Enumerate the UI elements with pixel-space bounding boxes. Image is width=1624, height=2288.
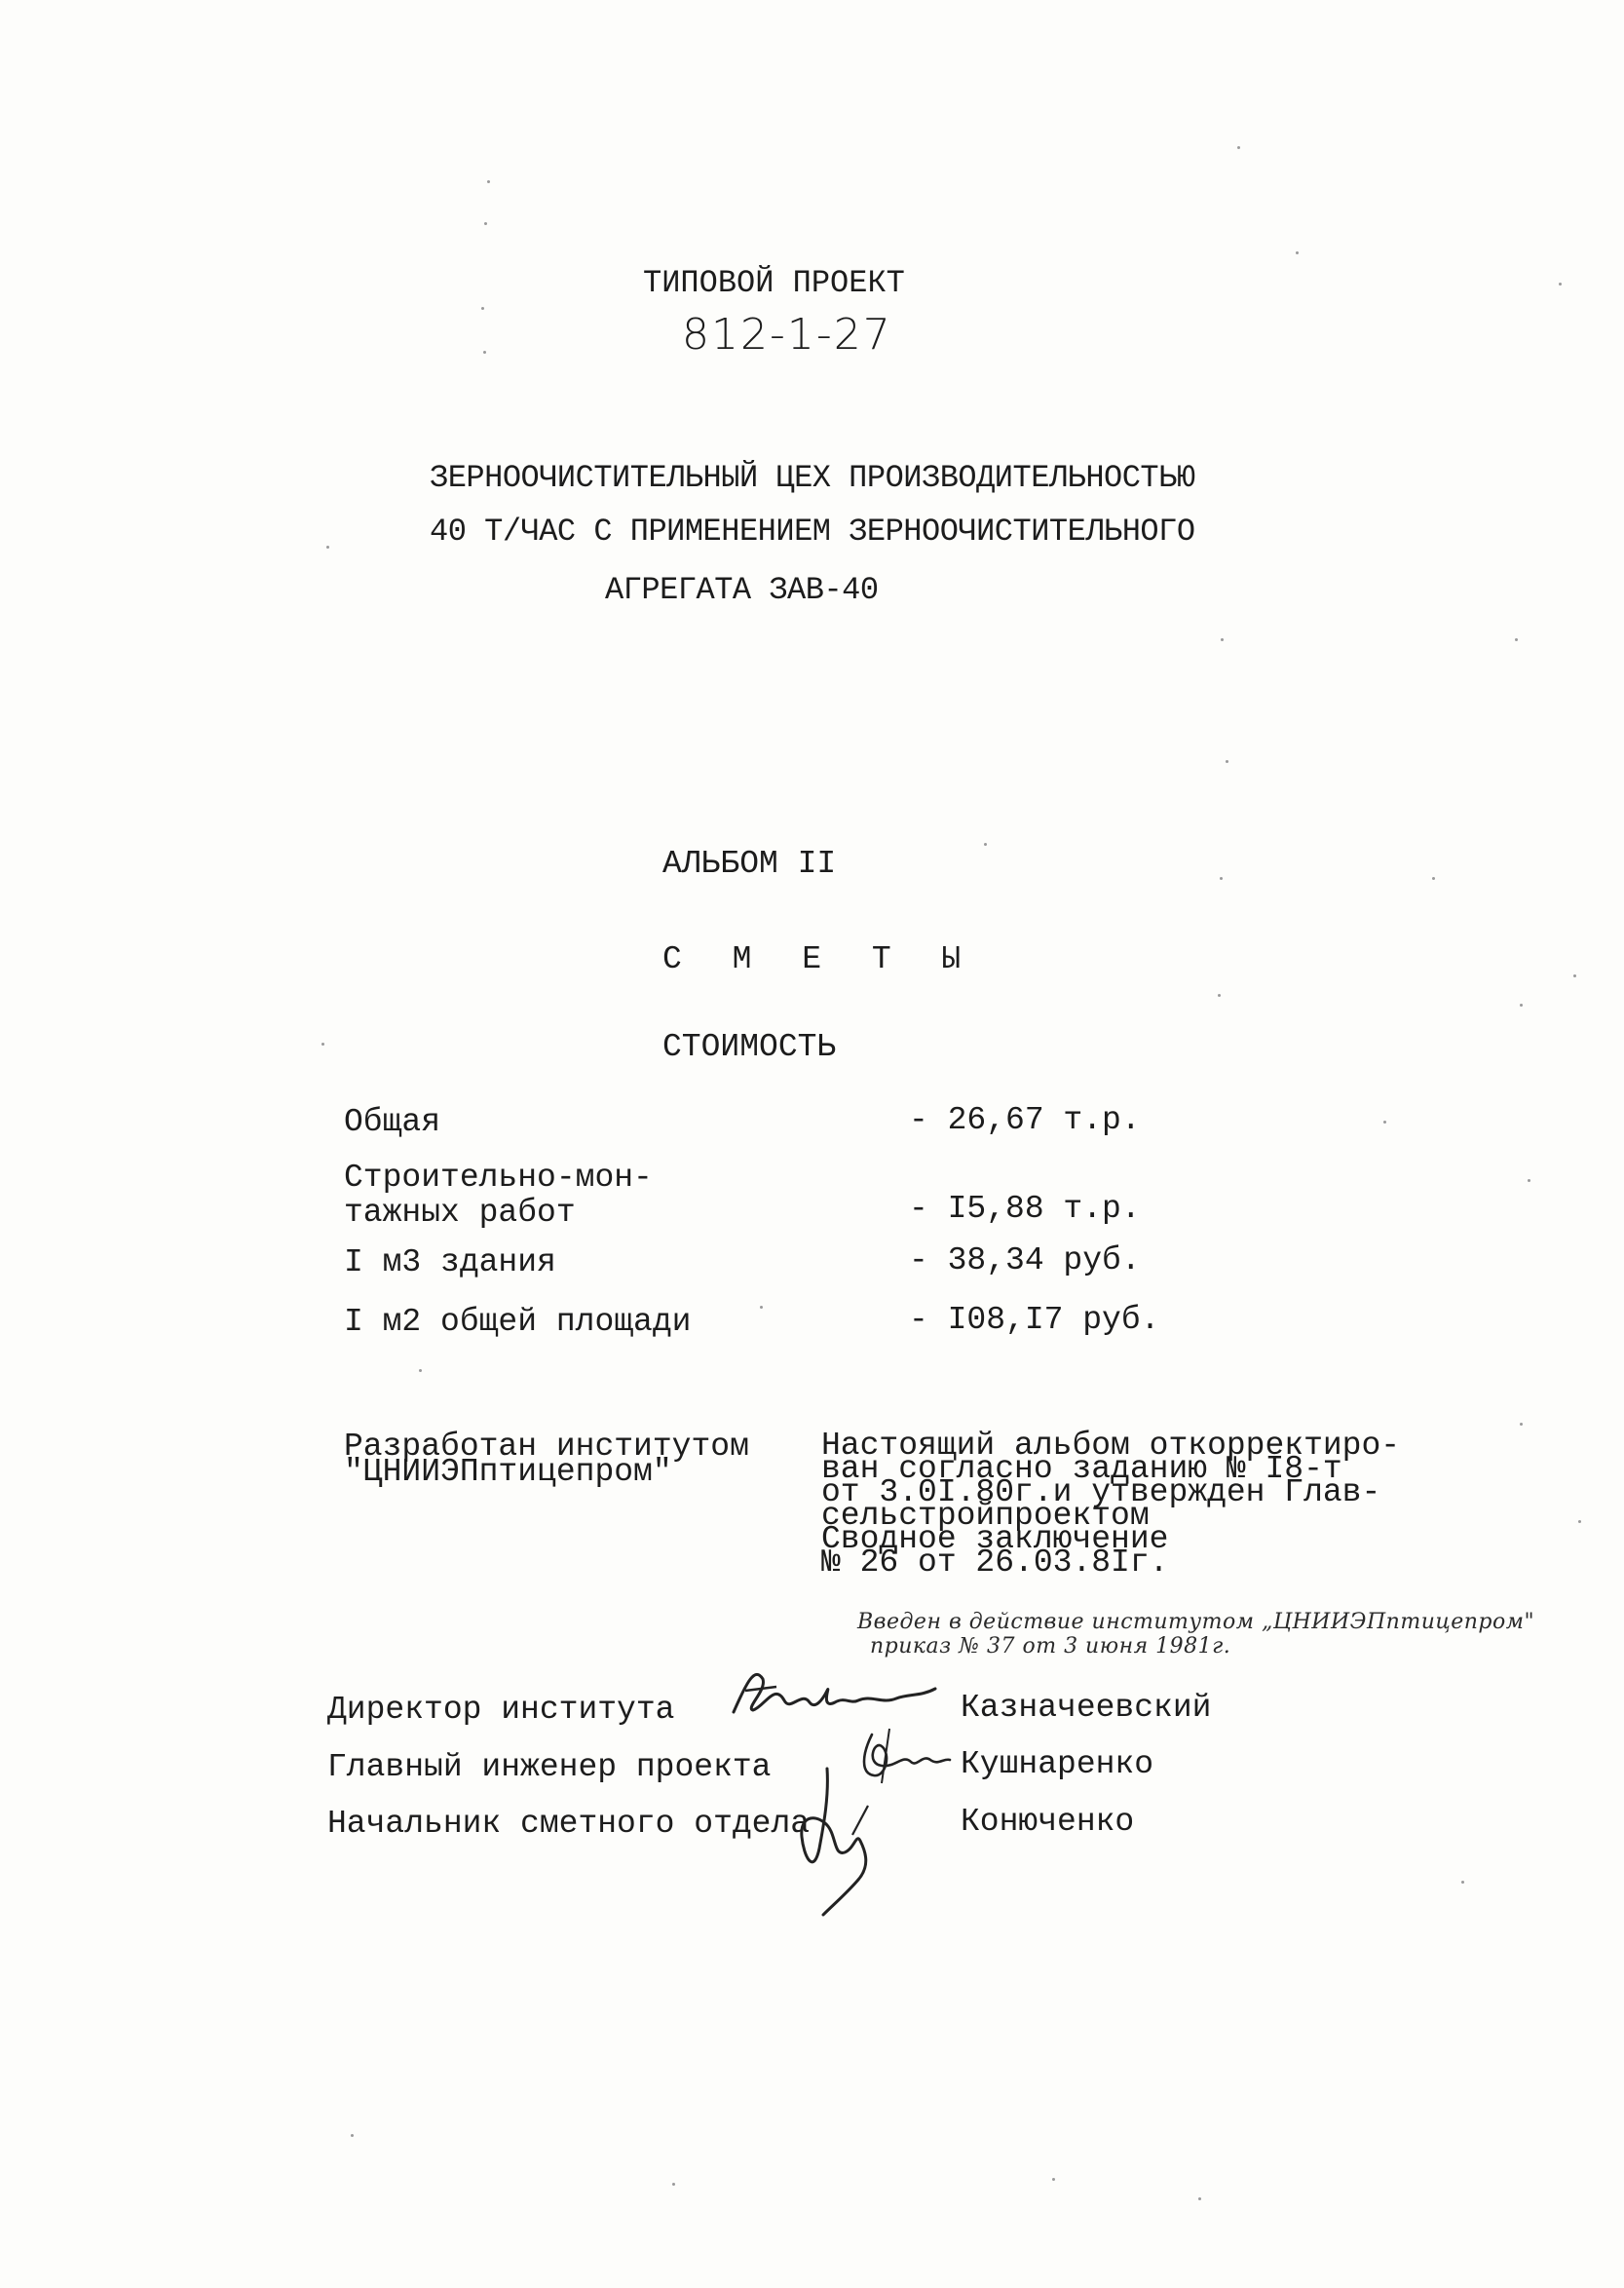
scan-speck xyxy=(1237,146,1240,149)
signature-estimates-head xyxy=(784,1759,891,1925)
scan-speck xyxy=(984,843,987,846)
scan-speck xyxy=(484,222,487,225)
title-line-1: ЗЕРНООЧИСТИТЕЛЬНЫЙ ЦЕХ ПРОИЗВОДИТЕЛЬНОСТЬЮ xyxy=(430,460,1195,496)
title-line-3: АГРЕГАТА ЗАВ-40 xyxy=(605,572,879,608)
scan-speck xyxy=(1520,1423,1523,1426)
scan-speck xyxy=(1296,251,1299,254)
cost-label: Строительно-мон- тажных работ xyxy=(344,1160,653,1231)
scan-speck xyxy=(1383,1121,1386,1124)
cost-label: Общая xyxy=(344,1104,441,1140)
signatory-name: Казначеевский xyxy=(961,1690,1212,1726)
cost-value: - 26,67 т.р. xyxy=(909,1102,1141,1138)
cost-value: - I5,88 т.р. xyxy=(909,1191,1141,1227)
scan-speck xyxy=(351,2134,354,2137)
cost-label: I м2 общей площади xyxy=(344,1304,692,1340)
signatory-name: Кушнаренко xyxy=(961,1746,1154,1782)
title-line-2: 40 Т/ЧАС С ПРИМЕНЕНИЕМ ЗЕРНООЧИСТИТЕЛЬНОГО xyxy=(430,514,1195,550)
scan-speck xyxy=(1218,994,1221,997)
scan-speck xyxy=(1432,877,1435,880)
signature-director xyxy=(726,1661,950,1730)
handwritten-enactment-line-2: приказ № 37 от 3 июня 1981г. xyxy=(870,1634,1231,1659)
approval-note: Настоящий альбом откорректиро- ван согласно заданию № I8-т от 3.0I.80г.и утвержден Глав- сельстройпроектом Сводное заключение № 26 от 26.03.8Iг. xyxy=(821,1428,1401,1581)
section-label: С М Е Т Ы xyxy=(662,941,977,977)
scan-speck xyxy=(419,1369,422,1372)
scan-speck xyxy=(326,546,329,549)
scan-speck xyxy=(483,351,486,354)
scan-speck xyxy=(1221,638,1224,641)
scan-speck xyxy=(1520,1004,1523,1007)
scan-speck xyxy=(321,1043,324,1046)
scan-speck xyxy=(1220,877,1223,880)
signatory-name: Конюченко xyxy=(961,1804,1135,1840)
cost-heading: СТОИМОСТЬ xyxy=(662,1029,837,1065)
scan-speck xyxy=(1515,638,1518,641)
scan-speck xyxy=(760,1306,763,1309)
signatory-position: Главный инженер проекта xyxy=(327,1749,772,1785)
signatory-position: Директор института xyxy=(327,1692,675,1728)
scan-speck xyxy=(1573,974,1576,977)
scan-speck xyxy=(1578,1520,1581,1523)
handwritten-enactment-line-1: Введен в действие институтом „ЦНИИЭПптицепром" xyxy=(857,1610,1535,1634)
project-number: 812-1-27 xyxy=(682,310,892,360)
scan-speck xyxy=(1226,760,1228,763)
scan-speck xyxy=(1461,1881,1464,1884)
scan-speck xyxy=(1528,1179,1530,1182)
project-type-label: ТИПОВОЙ ПРОЕКТ xyxy=(643,265,905,301)
cost-label: I м3 здания xyxy=(344,1244,556,1280)
scan-speck xyxy=(1052,2178,1055,2181)
cost-value: - I08,I7 руб. xyxy=(909,1302,1160,1338)
album-label: АЛЬБОМ II xyxy=(662,846,837,882)
scan-speck xyxy=(481,307,484,310)
signatory-position: Начальник сметного отдела xyxy=(327,1806,811,1842)
cost-value: - 38,34 руб. xyxy=(909,1242,1141,1278)
scan-speck xyxy=(672,2183,675,2186)
developer-note: Разработан институтом "ЦНИИЭПптицепром" xyxy=(344,1429,749,1490)
scan-speck xyxy=(1198,2197,1201,2200)
scan-speck xyxy=(1559,283,1562,286)
scan-speck xyxy=(487,180,490,183)
